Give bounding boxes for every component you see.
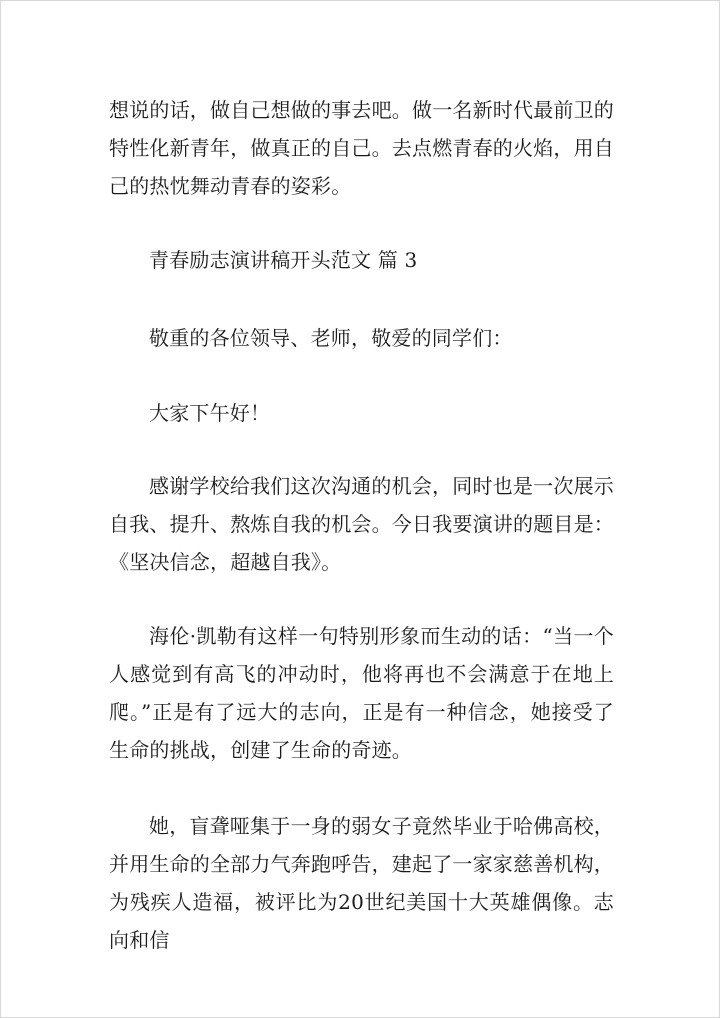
paragraph-thanks: 感谢学校给我们这次沟通的机会，同时也是一次展示自我、提升、熬炼自我的机会。今日我要演讲的题目是：《坚决信念，超越自我》。 xyxy=(109,474,614,574)
paragraph-helen-keller-story: 她，盲聋哑集于一身的弱女子竟然毕业于哈佛高校，并用生命的全部力气奔跑呼告，建起了一家家慈善机构，为残疾人造福，被评比为20世纪美国十大英雄偶像。志向和信 xyxy=(109,814,614,952)
salutation: 敬重的各位领导、老师，敬爱的同学们： xyxy=(149,326,513,350)
paragraph-intro-continued: 想说的话，做自己想做的事去吧。做一名新时代最前卫的特性化新青年，做真正的自己。去点燃青春的火焰，用自己的热忱舞动青春的姿彩。 xyxy=(109,98,614,198)
section-heading: 青春励志演讲稿开头范文 篇 3 xyxy=(149,248,418,272)
greeting: 大家下午好！ xyxy=(149,401,271,425)
paragraph-helen-keller-quote: 海伦·凯勒有这样一句特别形象而生动的话：“当一个人感觉到有高飞的冲动时，他将再也不会满意于在地上爬。”正是有了远大的志向，正是有一种信念，她接受了生命的挑战，创建了生命的奇迹。 xyxy=(109,624,614,762)
